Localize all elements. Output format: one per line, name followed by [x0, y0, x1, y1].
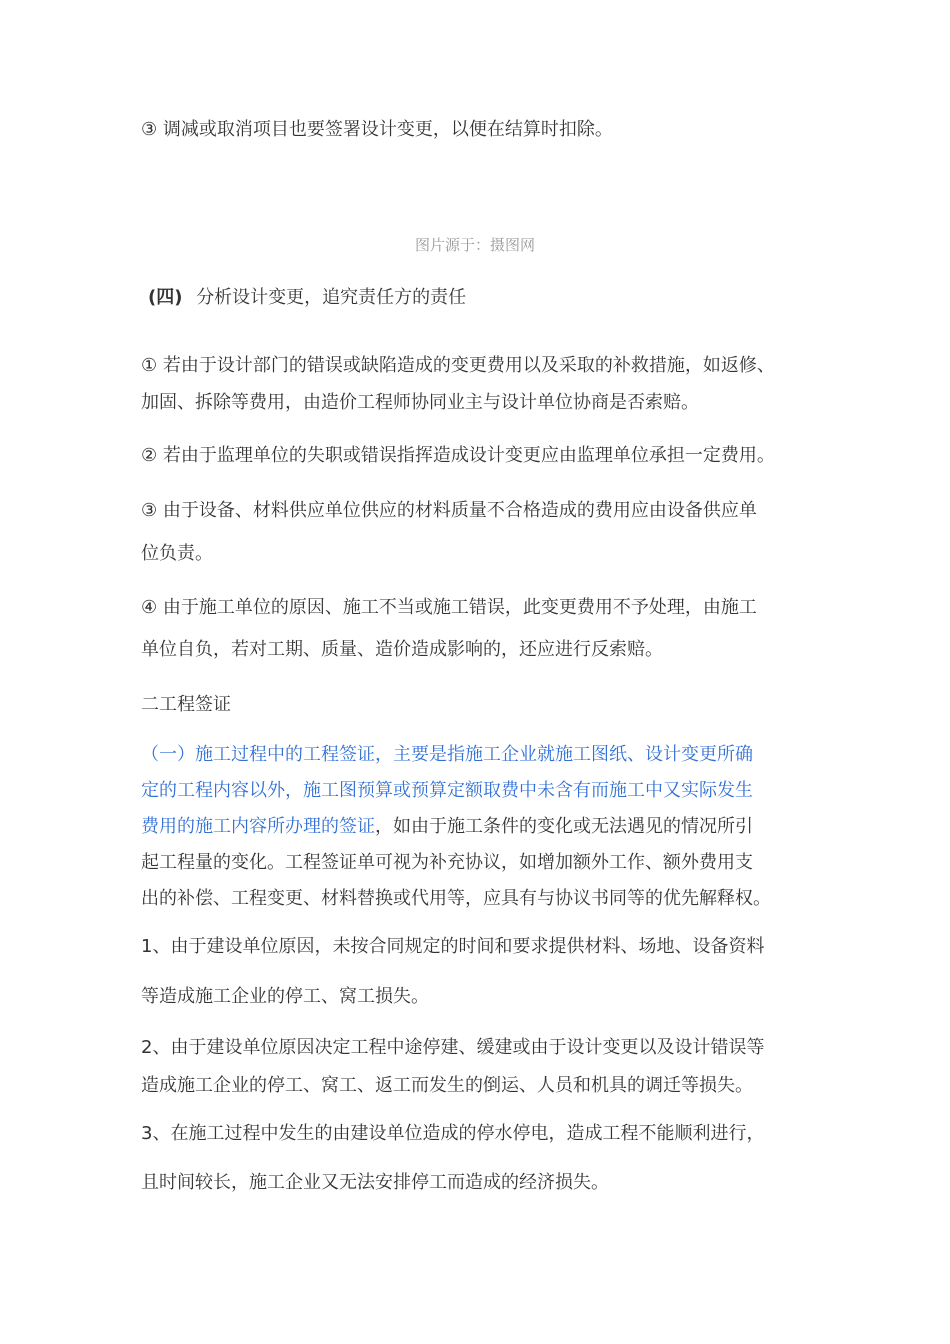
- numbered-item-3-line-2: 且时间较长，施工企业又无法安排停工而造成的经济损失。: [141, 1172, 609, 1193]
- section-2-heading: 二工程签证: [141, 694, 231, 715]
- numbered-item-2-line-1: 2、由于建设单位原因决定工程中途停建、缓建或由于设计变更以及设计错误等: [141, 1037, 765, 1058]
- responsibility-item-2-line-1: ② 若由于监理单位的失职或错误指挥造成设计变更应由监理单位承担一定费用。: [141, 445, 775, 466]
- numbered-item-1-line-2: 等造成施工企业的停工、窝工损失。: [141, 986, 429, 1007]
- responsibility-item-4-line-1: ④ 由于施工单位的原因、施工不当或施工错误，此变更费用不予处理，由施工: [141, 597, 757, 618]
- section-4-title: 分析设计变更，追究责任方的责任: [196, 287, 467, 308]
- responsibility-item-4-line-2: 单位自负，若对工期、质量、造价造成影响的，还应进行反索赔。: [141, 639, 663, 660]
- numbered-item-3-line-1: 3、在施工过程中发生的由建设单位造成的停水停电，造成工程不能顺利进行，: [141, 1123, 765, 1144]
- section-4-heading: [148, 286, 466, 310]
- visa-paragraph-line-4: 起工程量的变化。工程签证单可视为补充协议，如增加额外工作、额外费用支: [141, 852, 753, 873]
- visa-paragraph-line-3-rest: ，如由于施工条件的变化或无法遇见的情况所引: [375, 816, 753, 837]
- image-caption: 图片源于：摄图网: [414, 236, 535, 254]
- visa-paragraph-line-2: 定的工程内容以外，施工图预算或预算定额取费中未含有而施工中又实际发生: [141, 780, 753, 801]
- visa-paragraph-line-5: 出的补偿、工程变更、材料替换或代用等，应具有与协议书同等的优先解释权。: [141, 888, 771, 909]
- section-4-marker: (四): [148, 287, 183, 308]
- numbered-item-2-line-2: 造成施工企业的停工、窝工、返工而发生的倒运、人员和机具的调迁等损失。: [141, 1075, 753, 1096]
- visa-paragraph-line-1: （一）施工过程中的工程签证，主要是指施工企业就施工图纸、设计变更所确: [141, 744, 753, 765]
- responsibility-item-3-line-1: ③ 由于设备、材料供应单位供应的材料质量不合格造成的费用应由设备供应单: [141, 500, 757, 521]
- responsibility-item-1-line-2: 加固、拆除等费用，由造价工程师协同业主与设计单位协商是否索赔。: [141, 392, 699, 413]
- visa-paragraph-line-3-blue: 费用的施工内容所办理的签证: [141, 816, 375, 837]
- responsibility-item-1-line-1: ① 若由于设计部门的错误或缺陷造成的变更费用以及采取的补救措施，如返修、: [141, 355, 775, 376]
- visa-paragraph-line-3: [141, 815, 753, 839]
- numbered-item-1-line-1: 1、由于建设单位原因，未按合同规定的时间和要求提供材料、场地、设备资料: [141, 936, 765, 957]
- responsibility-item-3-line-2: 位负责。: [141, 543, 213, 564]
- item-3-reduce: ③ 调减或取消项目也要签署设计变更，以便在结算时扣除。: [141, 119, 613, 140]
